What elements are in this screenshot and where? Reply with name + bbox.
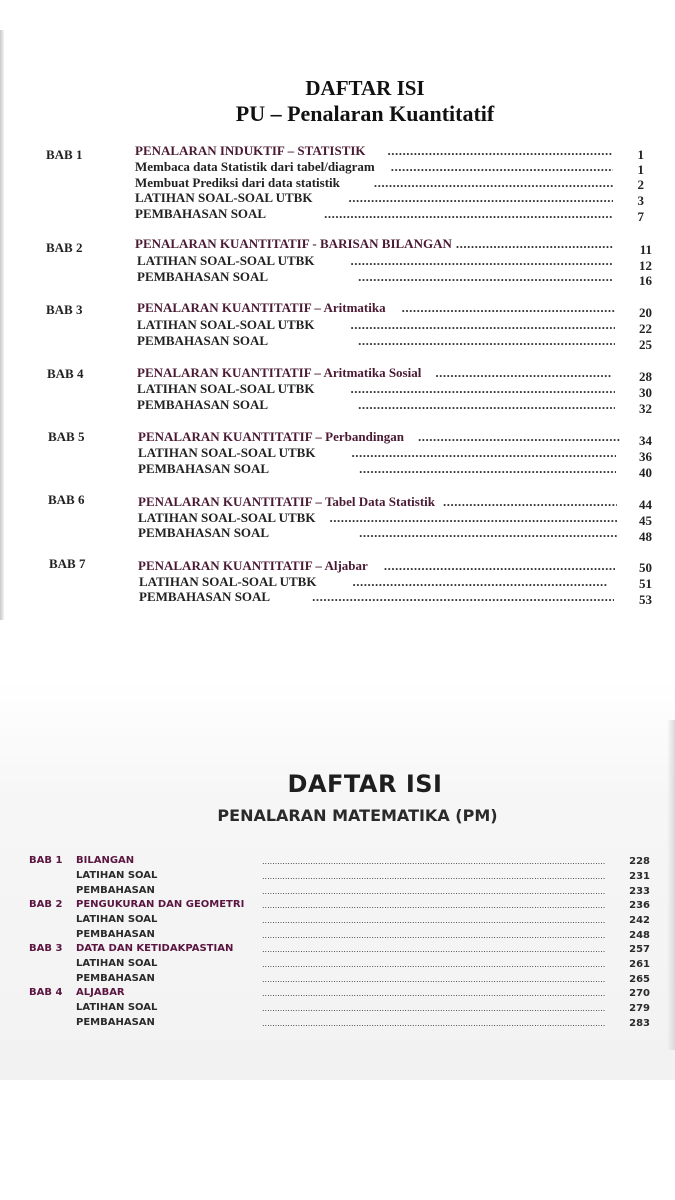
toc-entry [137,333,615,349]
toc-entry-text: LATIHAN SOAL [76,870,158,881]
leader-dots [391,159,613,175]
leader-dots [350,253,613,269]
leader-dots [384,558,615,574]
toc-page-number: 16 [639,273,652,288]
toc-page-number: 270 [629,988,650,999]
chapter-label: BAB 1 [29,855,63,866]
toc-entry [137,317,615,333]
toc-page-number: 242 [629,915,650,926]
leader-dots [350,317,615,333]
leader-dots [352,574,607,590]
toc-page-number: 22 [639,321,652,336]
toc-entry [138,510,617,526]
toc-page-number: 12 [639,258,652,273]
leader-dots [359,525,617,541]
toc-page-number: 36 [639,449,652,464]
toc-entry [135,236,613,252]
toc-entry-text: LATIHAN SOAL-SOAL UTBK [138,510,316,525]
toc-entry [138,461,616,477]
toc-entry-text: PEMBAHASAN [76,929,155,940]
toc-entry-text: LATIHAN SOAL [76,1002,158,1013]
chapter-label: BAB 2 [29,899,63,910]
leader-dots [348,190,613,206]
toc-entry-text: PEMBAHASAN [76,1017,155,1028]
toc-entry [138,525,617,541]
toc-entry-text: LATIHAN SOAL-SOAL UTBK [137,253,315,268]
toc-page-number: 265 [629,974,650,985]
leader-dots [262,900,606,912]
toc-page-number: 228 [629,856,650,867]
toc-page-number: 32 [639,401,652,416]
leader-dots [350,381,615,397]
toc-entry-text: PENALARAN KUANTITATIF – Aritmatika [137,300,386,315]
toc-entry [137,253,613,269]
leader-dots [262,988,606,1000]
toc-entry-text: BILANGAN [76,855,135,866]
toc-entry-text: DATA DAN KETIDAKPASTIAN [76,943,234,954]
toc-entry-text: LATIHAN SOAL-SOAL UTBK [137,381,315,396]
toc-page-number: 40 [639,465,652,480]
toc-page-number: 1 [637,147,644,162]
page2-title: DAFTAR ISI [287,770,443,798]
toc-page-number: 231 [629,871,650,882]
leader-dots [262,871,606,883]
toc-entry-text: PEMBAHASAN SOAL [139,589,271,604]
toc-entry-text: PEMBAHASAN SOAL [138,461,270,476]
toc-entry-text: ALJABAR [76,987,125,998]
toc-entry-text: LATIHAN SOAL-SOAL UTBK [137,317,315,332]
toc-page-number: 25 [639,337,652,352]
leader-dots [456,236,613,252]
chapter-label: BAB 2 [46,240,83,255]
leader-dots [443,494,617,510]
toc-entry-text: PEMBAHASAN SOAL [137,269,269,284]
leader-dots [262,930,606,942]
chapter-label: BAB 3 [29,943,63,954]
page2-subtitle: PENALARAN MATEMATIKA (PM) [217,806,498,825]
toc-entry [135,190,613,206]
toc-entry [135,206,613,222]
toc-page-number: 34 [639,433,652,448]
leader-dots [262,915,606,927]
chapter-label: BAB 7 [49,556,86,571]
page1-title: DAFTAR ISI [305,76,425,100]
toc-entry-text: PENALARAN KUANTITATIF – Aritmatika Sosial [137,365,422,380]
leader-dots [358,269,613,285]
toc-entry [138,429,621,445]
toc-page-number: 248 [629,930,650,941]
toc-page-number: 3 [637,193,644,208]
toc-page-number: 257 [629,944,650,955]
toc-page-number: 261 [629,959,650,970]
toc-entry-text: LATIHAN SOAL [76,958,158,969]
toc-entry-text: Membuat Prediksi dari data statistik [135,175,340,190]
leader-dots [359,461,616,477]
toc-entry [138,558,615,574]
toc-page-number: 45 [639,513,652,528]
toc-page-number: 51 [639,576,652,591]
toc-entry-text: PENALARAN KUANTITATIF – Aljabar [138,558,368,573]
toc-entry [135,143,613,159]
chapter-label: BAB 5 [48,429,85,444]
toc-entry-text: PEMBAHASAN SOAL [135,206,267,221]
toc-entry-text: PENALARAN INDUKTIF – STATISTIK [135,143,366,158]
toc-entry-text: Membaca data Statistik dari tabel/diagram [135,159,375,174]
leader-dots [312,589,614,605]
leader-dots [324,206,613,222]
leader-dots [351,445,616,461]
leader-dots [262,1018,606,1030]
toc-page-number: 236 [629,900,650,911]
leader-dots [435,365,611,381]
toc-entry [137,397,615,413]
toc-entry [139,574,607,590]
toc-entry [137,365,611,381]
leader-dots [262,1003,606,1015]
leader-dots [418,429,621,445]
toc-entry-text: PENGUKURAN DAN GEOMETRI [76,899,245,910]
toc-entry-text: PEMBAHASAN [76,885,155,896]
leader-dots [262,974,606,986]
toc-page-number: 233 [629,886,650,897]
toc-page-number: 48 [639,529,652,544]
toc-entry-text: LATIHAN SOAL-SOAL UTBK [135,190,313,205]
leader-dots [358,333,615,349]
chapter-label: BAB 6 [48,492,85,507]
toc-entry [137,381,615,397]
toc-entry-text: PENALARAN KUANTITATIF - BARISAN BILANGAN [135,236,452,251]
toc-page-number: 279 [629,1003,650,1014]
chapter-label: BAB 1 [46,147,83,162]
chapter-label: BAB 4 [29,987,63,998]
toc-entry [138,494,617,510]
toc-entry [135,175,613,191]
leader-dots [388,143,613,159]
toc-entry [137,269,613,285]
toc-page-number: 20 [639,305,652,320]
toc-page-number: 28 [639,369,652,384]
toc-page-number: 1 [637,162,644,177]
toc-entry-text: PEMBAHASAN SOAL [137,397,269,412]
toc-entry-text: LATIHAN SOAL-SOAL UTBK [138,445,316,460]
toc-page-number: 30 [639,385,652,400]
toc-entry-text: LATIHAN SOAL [76,914,158,925]
leader-dots [262,944,606,956]
leader-dots [262,886,606,898]
leader-dots [262,856,606,868]
toc-entry-text: PENALARAN KUANTITATIF – Tabel Data Statistik [138,494,435,509]
toc-entry [137,300,615,316]
chapter-label: BAB 3 [46,302,83,317]
toc-entry [135,159,613,175]
toc-entry-text: PEMBAHASAN SOAL [137,333,269,348]
toc-page-number: 11 [639,242,652,257]
leader-dots [402,300,615,316]
toc-page-number: 50 [639,560,652,575]
toc-entry-text: PENALARAN KUANTITATIF – Perbandingan [138,429,404,444]
leader-dots [374,175,613,191]
toc-entry [138,445,616,461]
toc-entry-text: PEMBAHASAN [76,973,155,984]
leader-dots [262,959,606,971]
leader-dots [358,397,615,413]
page1-subtitle: PU – Penalaran Kuantitatif [235,101,495,126]
toc-page-number: 53 [639,592,652,607]
chapter-label: BAB 4 [47,366,84,381]
toc-entry [139,589,614,605]
toc-entry-text: LATIHAN SOAL-SOAL UTBK [139,574,317,589]
leader-dots [329,510,617,526]
toc-page-number: 283 [629,1018,650,1029]
toc-page-number: 44 [639,497,652,512]
toc-page-number: 2 [637,177,644,192]
toc-page-number: 7 [637,209,644,224]
toc-entry-text: PEMBAHASAN SOAL [138,525,270,540]
